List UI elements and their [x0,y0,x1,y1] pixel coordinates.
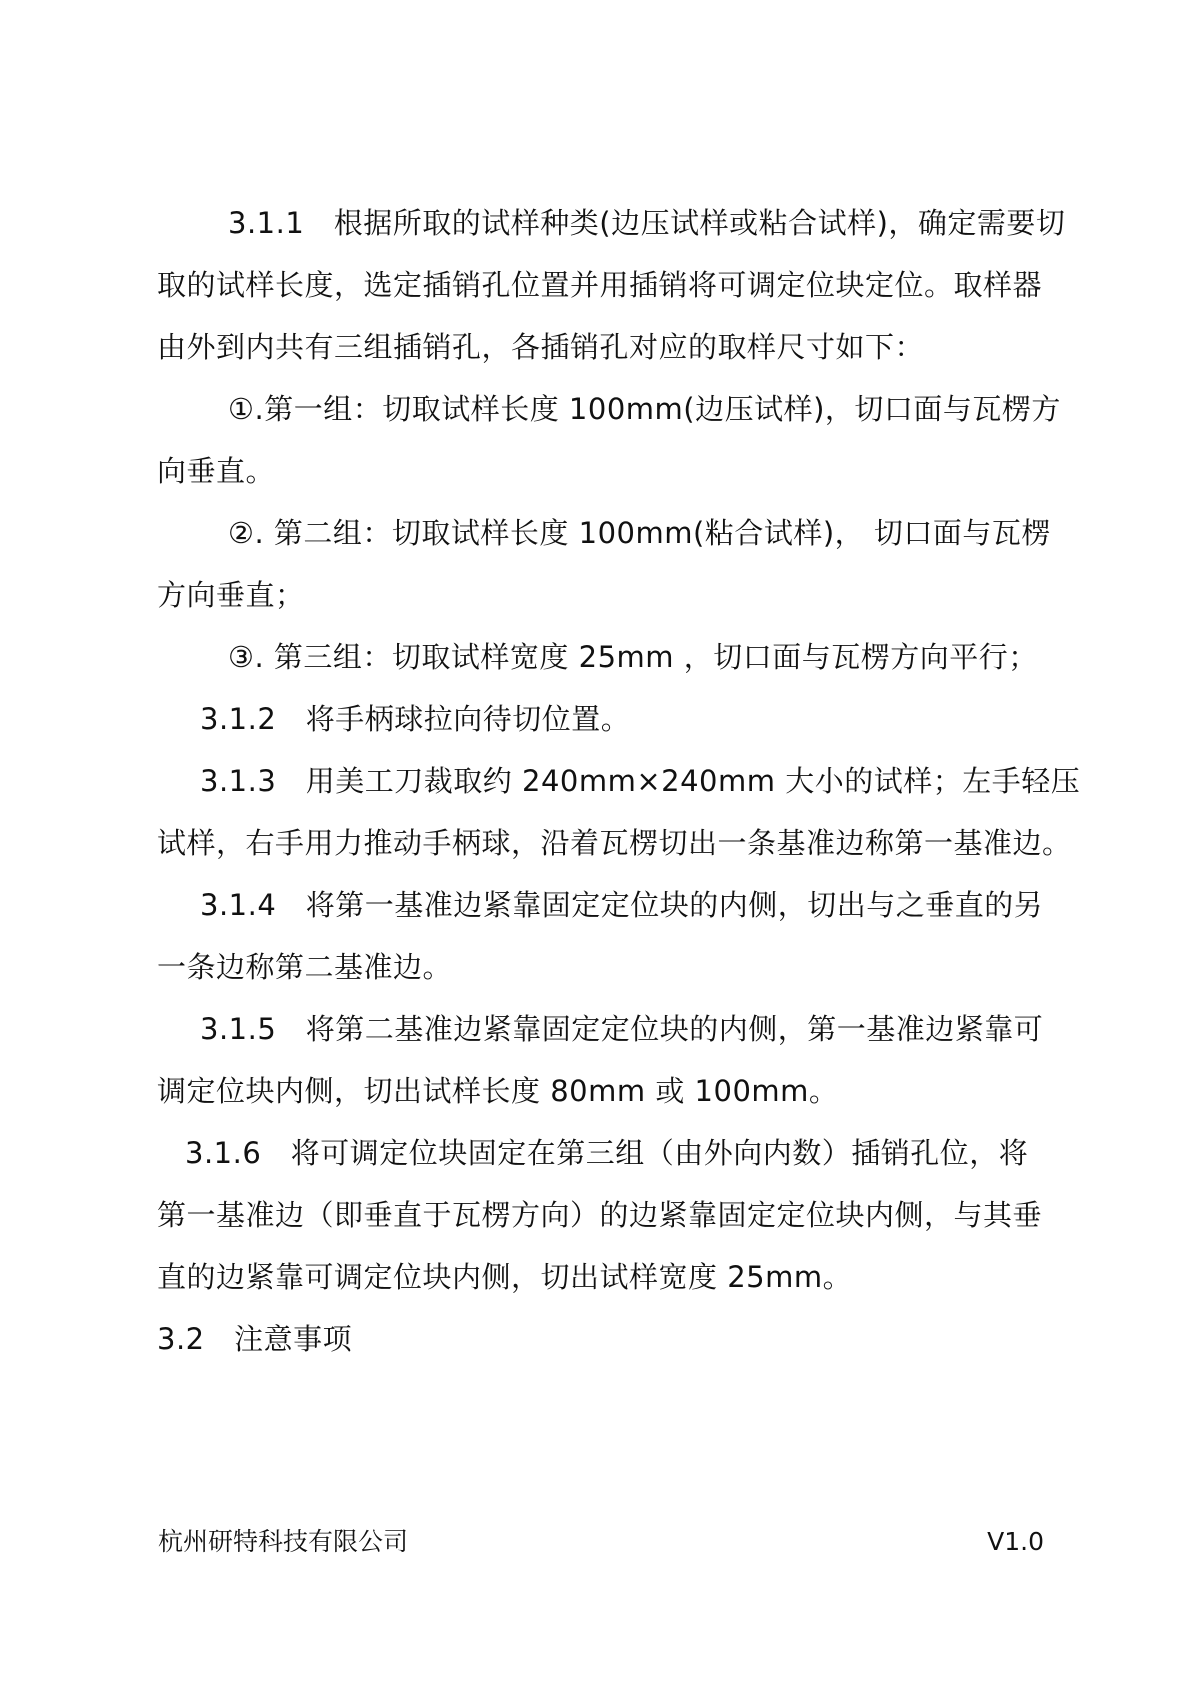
paragraph-3-1-1-line-2: 取的试样长度，选定插销孔位置并用插销将可调定位块定位。取样器 [157,268,1043,302]
paragraph-3-1-2: 3.1.2 将手柄球拉向待切位置。 [200,702,631,736]
paragraph-3-1-1-line-3: 由外到内共有三组插销孔，各插销孔对应的取样尺寸如下： [157,330,925,364]
item-group-2-line-2: 方向垂直； [157,578,305,612]
paragraph-3-1-5-line-1: 3.1.5 将第二基准边紧靠固定定位块的内侧，第一基准边紧靠可 [200,1012,1044,1046]
paragraph-3-1-3-line-1: 3.1.3 用美工刀裁取约 240mm×240mm 大小的试样；左手轻压 [200,764,1081,798]
footer-company: 杭州研特科技有限公司 [158,1527,409,1556]
item-group-1-line-1: ①.第一组：切取试样长度 100mm(边压试样)，切口面与瓦楞方 [228,392,1061,426]
paragraph-3-1-5-line-2: 调定位块内侧，切出试样长度 80mm 或 100mm。 [157,1074,839,1108]
section-heading-3-2: 3.2 注意事项 [157,1322,353,1356]
paragraph-3-1-4-line-1: 3.1.4 将第一基准边紧靠固定定位块的内侧，切出与之垂直的另 [200,888,1044,922]
footer-version: V1.0 [987,1527,1044,1556]
item-group-1-line-2: 向垂直。 [157,454,276,488]
paragraph-3-1-6-line-1: 3.1.6 将可调定位块固定在第三组（由外向内数）插销孔位，将 [185,1136,1029,1170]
paragraph-3-1-1-line-1: 3.1.1 根据所取的试样种类(边压试样或粘合试样)，确定需要切 [228,206,1066,240]
item-group-3-line-1: ③. 第三组：切取试样宽度 25mm ，切口面与瓦楞方向平行； [228,640,1038,674]
paragraph-3-1-3-line-2: 试样，右手用力推动手柄球，沿着瓦楞切出一条基准边称第一基准边。 [157,826,1072,860]
paragraph-3-1-4-line-2: 一条边称第二基准边。 [157,950,453,984]
paragraph-3-1-6-line-3: 直的边紧靠可调定位块内侧，切出试样宽度 25mm。 [157,1260,853,1294]
item-group-2-line-1: ②. 第二组：切取试样长度 100mm(粘合试样)， 切口面与瓦楞 [228,516,1051,550]
paragraph-3-1-6-line-2: 第一基准边（即垂直于瓦楞方向）的边紧靠固定定位块内侧，与其垂 [157,1198,1043,1232]
